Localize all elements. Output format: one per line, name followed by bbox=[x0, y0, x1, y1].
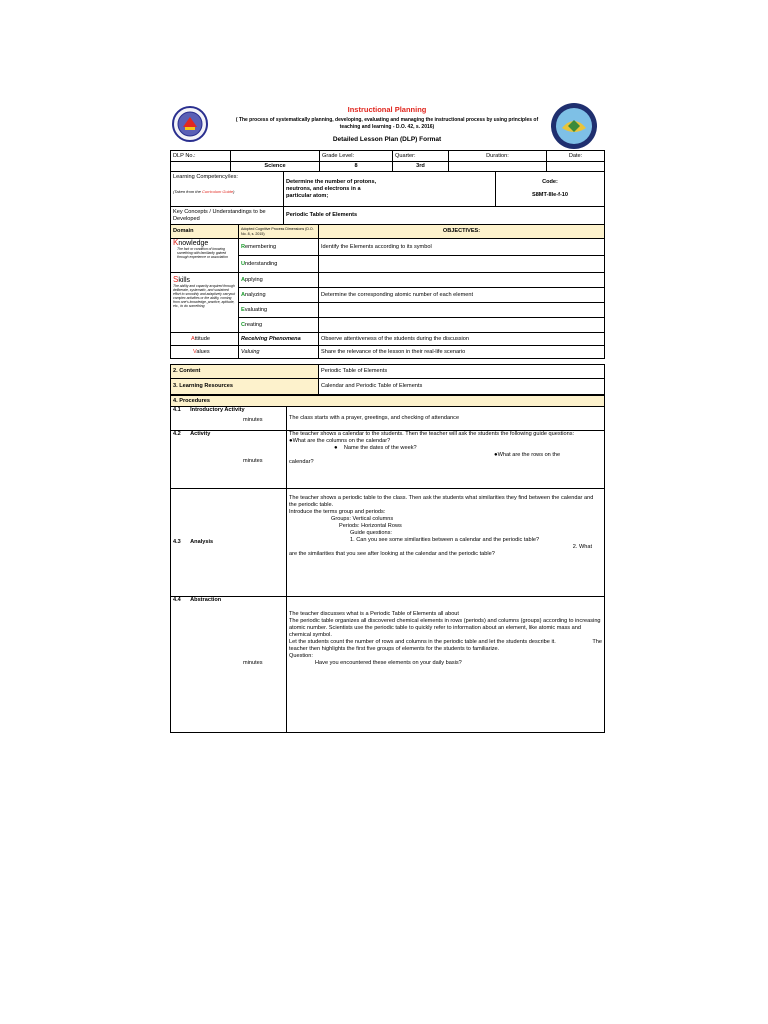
remembering-objective: Identify the Elements according to its symbol bbox=[319, 239, 605, 256]
understanding-label: Understanding bbox=[239, 256, 319, 273]
intro-text: The class starts with a prayer, greetings, and checking of attendance bbox=[287, 407, 605, 431]
analysis-l4: Periods: Horizontal Rows bbox=[339, 523, 402, 529]
abstraction-l1: The teacher discusses what is a Periodic Table of Elements all about bbox=[289, 611, 459, 617]
dlp-format-title: Detailed Lesson Plan (DLP) Format bbox=[332, 136, 442, 143]
analysis-l2: Introduce the terms group and periods: bbox=[289, 509, 386, 515]
activity-title: 4.2 Activity bbox=[173, 431, 211, 437]
bullet-icon: ● bbox=[494, 452, 498, 458]
duration-label: Duration: bbox=[449, 151, 547, 162]
abstraction-minutes: minutes bbox=[243, 660, 263, 666]
competency-text: Determine the number of protons, neutrons, and electrons in a particular atom; bbox=[284, 172, 496, 207]
activity-q2: ● Name the dates of the week? bbox=[334, 445, 417, 451]
objectives-table bbox=[170, 224, 605, 359]
analysis-title: 4.3 Analysis bbox=[173, 539, 214, 545]
concepts-table bbox=[170, 206, 605, 225]
analysis-l8: are the similarities that you see after looking at the calendar and the periodic table? bbox=[289, 551, 495, 557]
dimension-label: Adopted Cognitive Process Dimensions (D.O. No. 8, s. 2015) bbox=[239, 225, 319, 239]
values-process: Valuing bbox=[239, 346, 319, 359]
attitude-objective: Observe attentiveness of the students during the discussion bbox=[319, 333, 605, 346]
knowledge-cell bbox=[171, 239, 239, 273]
content-text: Periodic Table of Elements bbox=[319, 365, 605, 379]
info-table bbox=[170, 150, 605, 172]
grade-level-label: Grade Level: bbox=[320, 151, 393, 162]
attitude-process: Receiving Phenomena bbox=[239, 333, 319, 346]
domain-label: Domain bbox=[171, 225, 239, 239]
code-value: S8MT-IIIe-f-10 bbox=[531, 192, 569, 198]
intro-cell bbox=[171, 407, 287, 431]
quarter-value: 3rd bbox=[393, 162, 449, 172]
abstraction-l4: teacher then highlights the first five groups of elements for the students to familiarize. bbox=[289, 646, 500, 652]
analysis-l3: Groups: Vertical columns bbox=[331, 516, 394, 522]
intro-minutes: minutes bbox=[243, 417, 263, 423]
competency-label-cell bbox=[171, 172, 284, 207]
analysis-content bbox=[287, 489, 605, 597]
resources-text: Calendar and Periodic Table of Elements bbox=[319, 379, 605, 395]
knowledge-label: Knowledge bbox=[173, 238, 209, 247]
abstraction-cell bbox=[171, 597, 287, 733]
creating-label: Creating bbox=[239, 318, 319, 333]
abstraction-l3: Let the students count the number of rows and columns in the periodic table and let the students describe it. The bbox=[289, 639, 602, 645]
abstraction-content bbox=[287, 597, 605, 733]
activity-text: The teacher shows a calendar to the students. Then the teacher will ask the students the following guide questions: bbox=[289, 431, 575, 437]
concepts-text: Periodic Table of Elements bbox=[284, 207, 605, 225]
evaluating-label: Evaluating bbox=[239, 303, 319, 318]
activity-minutes: minutes bbox=[243, 458, 263, 464]
header-title: Instructional Planning bbox=[347, 105, 427, 114]
activity-content bbox=[287, 431, 605, 489]
activity-q3: ●What are the rows on the bbox=[494, 452, 561, 458]
code-label: Code: bbox=[542, 179, 558, 185]
competency-note: (Taken from the Curriculum Guide) bbox=[173, 189, 235, 194]
division-seal-icon bbox=[550, 102, 598, 150]
objectives-label: OBJECTIVES: bbox=[319, 225, 605, 239]
analyzing-objective: Determine the corresponding atomic number of each element bbox=[319, 288, 605, 303]
abstraction-l5: Question: bbox=[289, 653, 313, 659]
date-label: Date: bbox=[547, 151, 605, 162]
understanding-objective bbox=[319, 256, 605, 273]
analysis-l7: 2. What bbox=[572, 544, 592, 550]
skills-label: Skills bbox=[173, 275, 191, 284]
competency-label: Learning Competency/ies: bbox=[173, 174, 238, 180]
activity-q3-cont: calendar? bbox=[289, 459, 314, 465]
curriculum-guide-text: Curriculum Guide bbox=[201, 189, 234, 194]
quarter-label: Quarter: bbox=[393, 151, 449, 162]
header-subtitle: ( The process of systematically planning, developing, evaluating and managing the instructional process by using principles of teaching and learning - D.O. 42, s. 2016) bbox=[235, 117, 539, 130]
intro-title: 4.1 Introductory Activity bbox=[173, 407, 245, 413]
header bbox=[170, 100, 604, 148]
knowledge-desc: The fact or condition of knowing something with familiarity gained through experience or association bbox=[177, 247, 228, 259]
applying-label: Applying bbox=[239, 273, 319, 288]
bullet-icon: ● bbox=[289, 438, 293, 444]
dlp-no-label: DLP No.: bbox=[171, 151, 231, 162]
analysis-l1: The teacher shows a periodic table to the class. Then ask the students what similarities they find between the calendar and the periodic table. bbox=[289, 495, 594, 508]
analysis-l6: 1. Can you see some similarities between a calendar and the periodic table? bbox=[350, 537, 540, 543]
abstraction-l2: The periodic table organizes all discovered chemical elements in rows (periods) and columns (groups) according to increasing atomic number. Scientists use the periodic table to quickly refer to information about an element, like atomic mass and chemical symbol. bbox=[289, 618, 601, 638]
skills-desc: The ability and capacity acquired through deliberate, systematic, and sustained effort to smoothly and adaptively carryout complex activities or the ability, coming from one's knowledge, practice, aptitude, etc., to do something bbox=[173, 284, 236, 308]
remembering-label: Remembering bbox=[239, 239, 319, 256]
attitude-label: Attitude bbox=[171, 333, 239, 346]
analysis-cell bbox=[171, 489, 287, 597]
grade-value: 8 bbox=[320, 162, 393, 172]
bullet-icon: ● bbox=[334, 445, 338, 451]
activity-q1: ●What are the columns on the calendar? bbox=[289, 438, 391, 444]
code-cell bbox=[496, 172, 605, 207]
abstraction-l6: Have you encountered these elements on your daily basis? bbox=[315, 660, 462, 666]
resources-label: 3. Learning Resources bbox=[171, 379, 319, 395]
applying-objective bbox=[319, 273, 605, 288]
procedures-table bbox=[170, 395, 605, 733]
analysis-l5: Guide questions: bbox=[350, 530, 392, 536]
skills-cell bbox=[171, 273, 239, 333]
subject-value: Science bbox=[231, 162, 320, 172]
analyzing-label: Analyzing bbox=[239, 288, 319, 303]
activity-cell bbox=[171, 431, 287, 489]
evaluating-objective bbox=[319, 303, 605, 318]
lesson-plan-page bbox=[170, 100, 604, 740]
competency-table bbox=[170, 171, 605, 207]
content-table bbox=[170, 364, 605, 395]
values-objective: Share the relevance of the lesson in their real-life scenario bbox=[319, 346, 605, 359]
abstraction-title: 4.4 Abstraction bbox=[173, 597, 222, 603]
values-label: Values bbox=[171, 346, 239, 359]
concepts-label: Key Concepts / Understandings to be Developed bbox=[171, 207, 284, 225]
content-label: 2. Content bbox=[171, 365, 319, 379]
procedures-label: 4. Procedures bbox=[171, 396, 605, 407]
creating-objective bbox=[319, 318, 605, 333]
